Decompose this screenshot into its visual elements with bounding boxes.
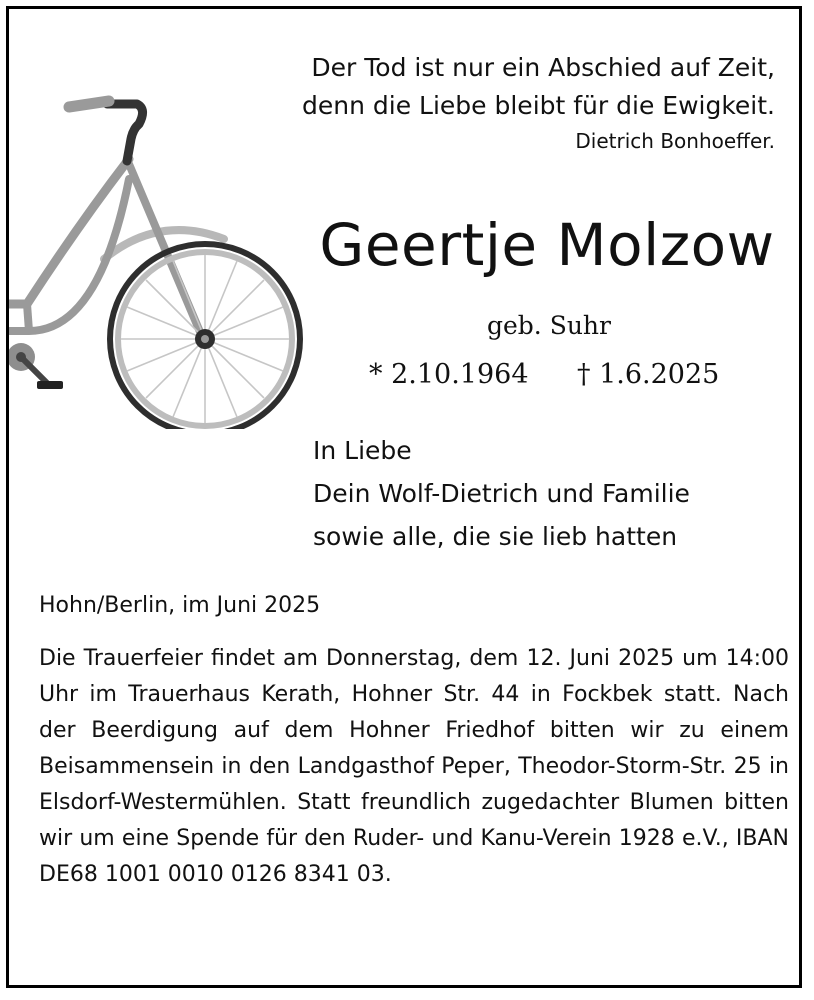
- obituary-frame: [6, 6, 802, 988]
- quote-line-2: denn die Liebe bleibt für die Ewigkeit.: [302, 91, 775, 120]
- bicycle-icon: [9, 89, 309, 429]
- birth-date: * 2.10.1964: [369, 359, 529, 390]
- quote-line-1: Der Tod ist nur ein Abschied auf Zeit,: [311, 53, 775, 82]
- funeral-announcement: Die Trauerfeier findet am Donnerstag, dem 12. Juni 2025 um 14:00 Uhr im Trauerhaus Kerath, Hohner Str. 44 in Fockbek statt. Nach der Beerdigung auf dem Hohner Friedhof bitten wir zu einem Beisammensein in den Landgasthof Peper, Theodor-Storm-Str. 25 in Elsdorf-Westermühlen. Statt freundlich zugedachter Blumen bitten wir um eine Spende für den Ruder- und Kanu-Verein 1928 e.V., IBAN DE68 1001 0010 0126 8341 03.: [39, 646, 789, 887]
- birth-name: geb. Suhr: [487, 311, 611, 340]
- signature-block: [313, 429, 690, 558]
- signature-line-3: sowie alle, die sie lieb hatten: [313, 522, 678, 551]
- deceased-name: Geertje Molzow: [319, 211, 775, 279]
- quote-author: Dietrich Bonhoeffer.: [575, 129, 775, 153]
- signature-line-1: In Liebe: [313, 436, 412, 465]
- bonhoeffer-quote: [302, 49, 775, 157]
- place-date: Hohn/Berlin, im Juni 2025: [39, 593, 321, 618]
- death-date: † 1.6.2025: [577, 359, 720, 390]
- signature-line-2: Dein Wolf-Dietrich und Familie: [313, 479, 690, 508]
